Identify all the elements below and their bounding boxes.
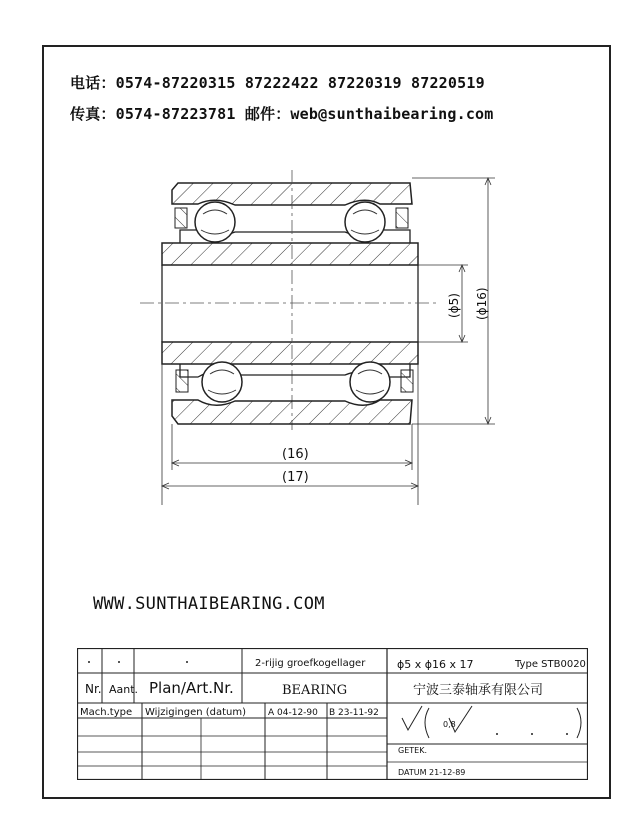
- dim-width-outer-label: (17): [282, 470, 309, 485]
- lower-right-ball: [350, 362, 390, 402]
- upper-left-seal: [175, 208, 187, 228]
- upper-right-ball: [345, 202, 385, 242]
- nr-label: Nr.: [85, 682, 102, 696]
- plan-art-label: Plan/Art.Nr.: [149, 679, 234, 697]
- dim-outer-label: (ϕ16): [475, 287, 489, 320]
- revision-a: A 04-12-90: [268, 708, 318, 718]
- lower-left-ball: [202, 362, 242, 402]
- lower-outer-ring: [172, 400, 412, 424]
- datum-line: DATUM 21-12-89: [398, 768, 466, 777]
- mach-type-label: Mach.type: [80, 707, 133, 718]
- phone-line: 电话：0574-87220315 87222422 87220319 87220519: [70, 74, 485, 92]
- website-url: WWW.SUNTHAIBEARING.COM: [93, 594, 325, 614]
- lower-right-seal: [401, 370, 413, 392]
- lower-left-seal: [176, 370, 188, 392]
- wijzigingen-label: Wijzigingen (datum): [145, 707, 247, 718]
- title-block: [77, 648, 588, 780]
- part-description: 2-rijig groefkogellager: [255, 658, 366, 669]
- getek-label: GETEK.: [398, 746, 427, 755]
- part-name: BEARING: [282, 683, 348, 698]
- upper-left-ball: [195, 202, 235, 242]
- upper-right-seal: [396, 208, 408, 228]
- revision-b: B 23-11-92: [329, 708, 379, 718]
- dim-bore-label: (ϕ5): [447, 293, 461, 318]
- fax-email-line: 传真：0574-87223781 邮件：web@sunthaibearing.com: [70, 105, 494, 123]
- aant-label: Aant.: [109, 683, 139, 696]
- part-dimensions: ϕ5 x ϕ16 x 17: [397, 658, 474, 671]
- roughness-value: 0,8: [443, 720, 456, 729]
- dim-width-inner-label: (16): [282, 447, 309, 462]
- company-name: 宁波三泰轴承有限公司: [413, 683, 544, 698]
- part-type: Type STB0020: [515, 659, 586, 670]
